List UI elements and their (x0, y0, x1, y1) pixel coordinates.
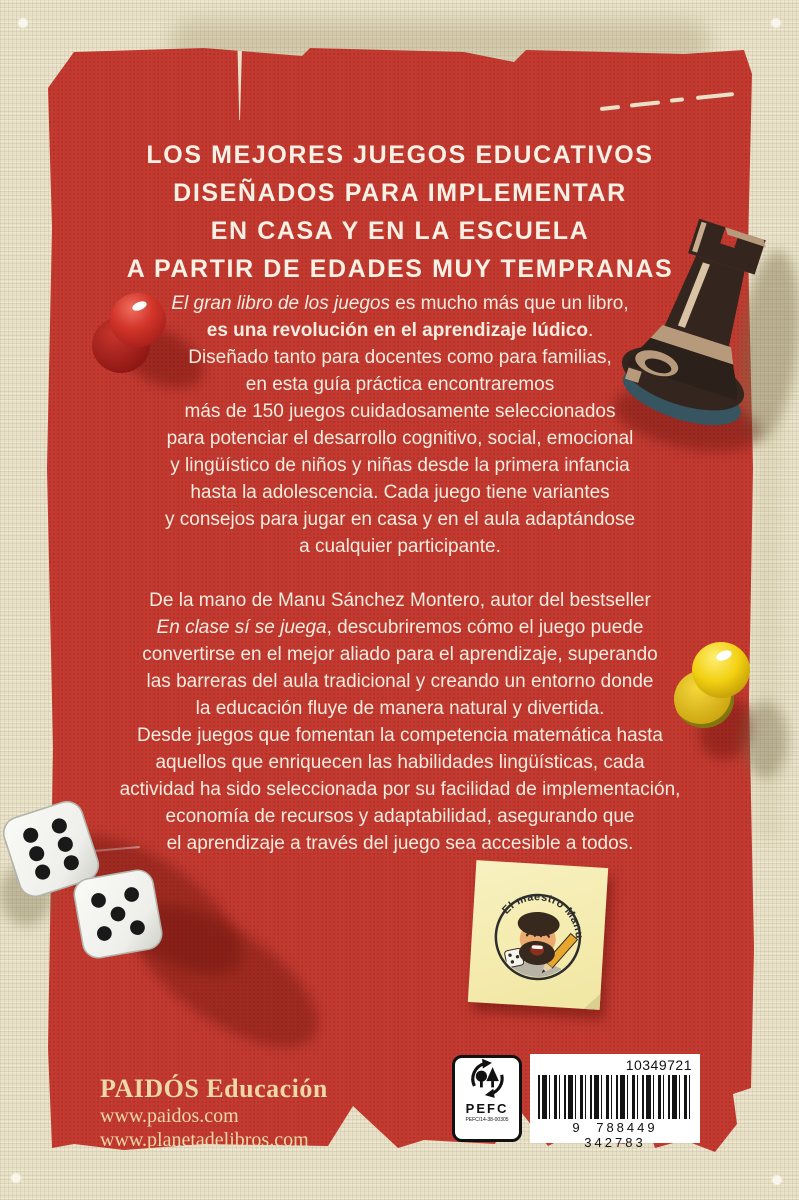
text-line: las barreras del aula tradicional y creando un entorno donde (146, 671, 654, 692)
paper-speck (600, 105, 620, 111)
book-title-italic: En clase sí se juega (156, 617, 327, 638)
text-line: Desde juegos que fomentan la competencia matemática hasta (137, 725, 663, 746)
pefc-certification (452, 1055, 522, 1142)
pefc-label: PEFC (465, 1101, 509, 1116)
text-line: convertirse en el mejor aliado para el aprendizaje, superando (142, 644, 658, 665)
isbn-ean-number: 9 788449 342783 (572, 1120, 658, 1150)
chess-rook-icon (612, 214, 792, 426)
text-line: hasta la adolescencia. Cada juego tiene variantes (190, 482, 610, 503)
paper-speck (696, 92, 734, 100)
text-line: para potenciar el desarrollo cognitivo, social, emocional (166, 428, 634, 449)
text-line: actividad ha sido seleccionada por su facilidad de implementación, (119, 779, 681, 800)
red-pushpin-icon (92, 293, 168, 375)
text-line: aquellos que enriquecen las habilidades lingüísticas, cada (155, 752, 645, 773)
text-line: y lingüístico de niños y niñas desde la primera infancia (170, 455, 630, 476)
text-segment: . (587, 320, 594, 341)
yellow-pushpin-icon (674, 642, 752, 730)
corner-dot (18, 18, 28, 28)
corner-dot (771, 18, 781, 28)
publisher-block (100, 1074, 328, 1152)
book-title-italic: El gran libro de los juegos (171, 293, 390, 314)
publisher-url: www.paidos.com (100, 1105, 239, 1127)
paper-tear (237, 48, 242, 120)
text-line: en esta guía práctica encontraremos (245, 374, 555, 395)
barcode-panel (530, 1054, 700, 1150)
author-paragraph (40, 587, 760, 857)
text-segment: , descubriremos cómo el juego puede (326, 617, 644, 638)
maestro-manu-logo (480, 875, 597, 994)
text-line (40, 614, 760, 641)
headline-line: DISEÑADOS PARA IMPLEMENTAR (173, 179, 627, 207)
text-line: y consejos para jugar en casa y en el aula adaptándose (164, 509, 636, 530)
publisher-url: www.planetadelibros.com (100, 1129, 309, 1151)
text-line: De la mano de Manu Sánchez Montero, autor del bestseller (149, 590, 651, 611)
logo-arc-text: El maestro Manu (500, 891, 586, 940)
text-line: el aprendizaje a través del juego sea accesible a todos. (166, 833, 634, 854)
headline-line: EN CASA Y EN LA ESCUELA (210, 217, 590, 245)
headline-line: A PARTIR DE EDADES MUY TEMPRANAS (126, 255, 674, 283)
text-line: más de 150 juegos cuidadosamente seleccionados (184, 401, 616, 422)
pefc-trees-icon (466, 1058, 508, 1100)
die-five-icon (69, 865, 166, 962)
pefc-cert-code: PEFC/14-38-00305 (465, 1117, 509, 1123)
text-line: la educación fluye de manera natural y divertida. (195, 698, 605, 719)
paper-speck (630, 100, 660, 107)
corner-dot (772, 1175, 782, 1185)
paper-speck (670, 97, 684, 102)
corner-dot (11, 1173, 21, 1183)
barcode-bars (538, 1075, 692, 1119)
pushpin-head (692, 642, 750, 698)
text-segment: es mucho más que un libro, (389, 293, 629, 314)
publisher-imprint: PAIDÓS Educación (100, 1074, 328, 1103)
headline-line: LOS MEJORES JUEGOS EDUCATIVOS (146, 141, 654, 169)
bold-claim: es una revolución en el aprendizaje lúdico (206, 320, 588, 341)
sticky-note (468, 860, 608, 1010)
sku-number: 10349721 (625, 1057, 692, 1073)
text-line: a cualquier participante. (299, 536, 501, 557)
text-line: economía de recursos y adaptabilidad, asegurando que (165, 806, 635, 827)
text-line: Diseñado tanto para docentes como para familias, (188, 347, 612, 368)
